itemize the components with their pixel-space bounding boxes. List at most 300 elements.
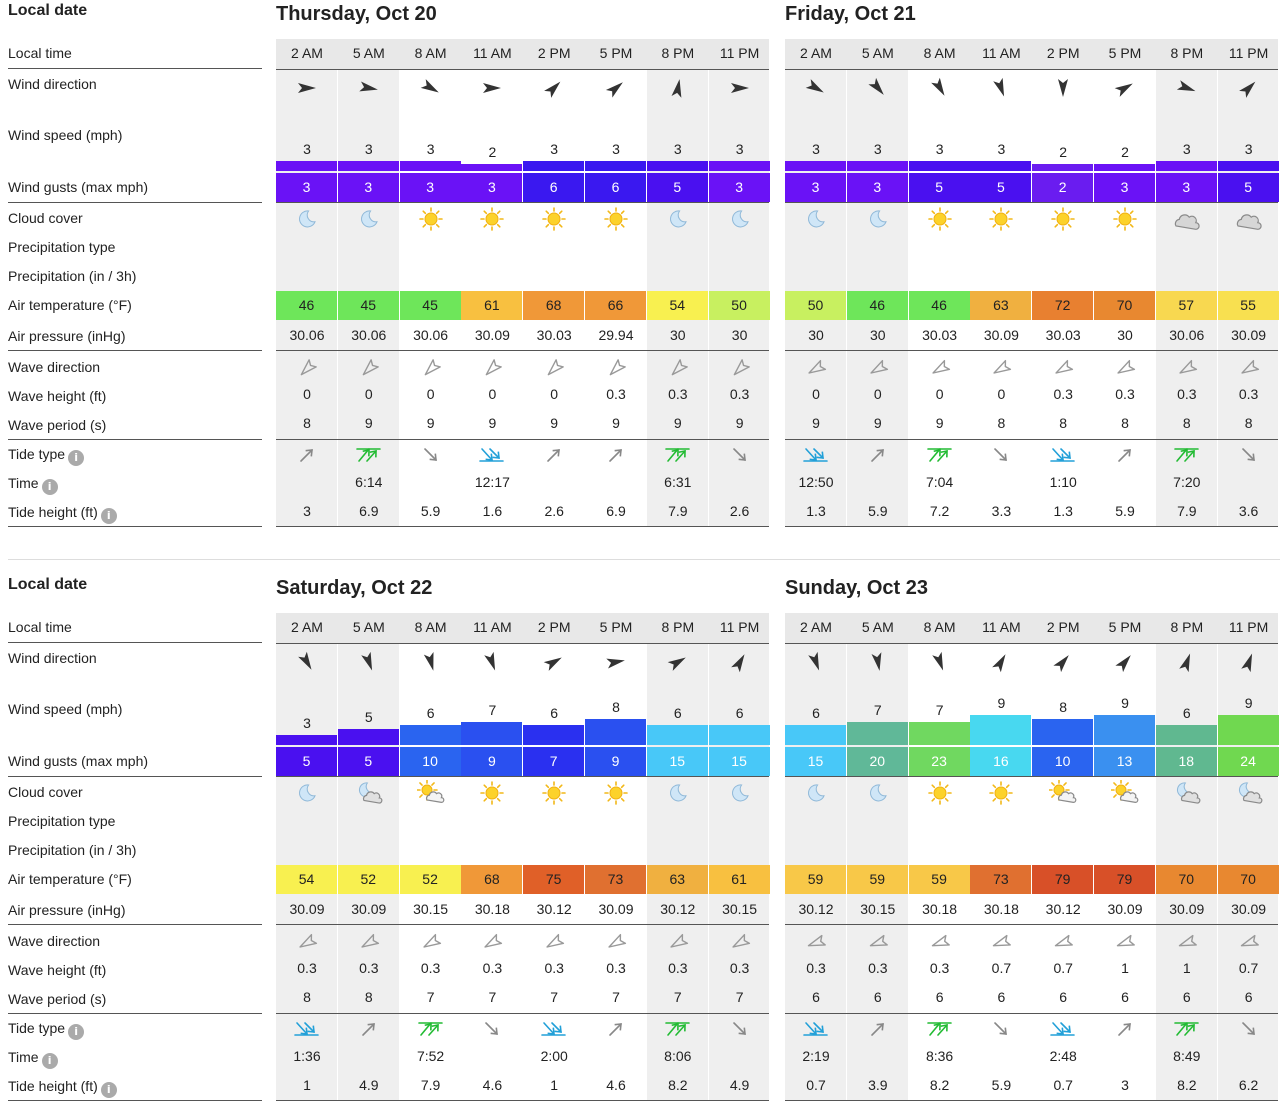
time-header-cell: 8 PM [1170,619,1204,635]
sun-icon [461,205,523,233]
wave-period-value: 6 [1121,989,1129,1005]
wind-speed-value: 3 [1182,141,1191,158]
wave-direction-arrow-icon [1094,355,1156,383]
wave-direction-arrow-icon [400,929,462,957]
air-pressure-value: 30.06 [1169,327,1205,343]
wind-speed-value: 5 [364,708,373,725]
wave-period-value: 6 [997,989,1006,1005]
wave-period-value: 7 [550,989,559,1005]
wave-height-value: 0.3 [1177,386,1197,402]
wind-speed-bar [1032,719,1093,745]
sun-icon [400,205,462,233]
air-temperature-value: 50 [785,291,846,320]
info-icon[interactable]: i [68,450,84,466]
air-pressure-value: 30.12 [660,901,696,917]
air-temperature-value: 68 [461,865,522,894]
wind-gust-value: 15 [709,747,770,776]
wind-speed-bar [1094,164,1155,171]
wave-direction-arrow-icon [1218,355,1280,383]
day-title: Friday, Oct 21 [785,3,916,25]
wave-height-value: 0.3 [806,960,826,976]
info-icon[interactable]: i [42,1053,58,1069]
air-temperature-value: 61 [709,865,770,894]
tide-height-value: 5.9 [420,503,441,519]
row-label-text: Wind gusts (max mph) [8,179,149,195]
wave-height-value: 0 [812,386,820,402]
wave-direction-arrow-icon [1218,929,1280,957]
wind-direction-arrow-icon [461,74,523,102]
row-label-precipitation-type [8,239,115,255]
time-header-cell: 11 PM [1228,619,1269,635]
wind-direction-arrow-icon [909,648,971,676]
air-temperature-value: 46 [276,291,337,320]
wave-period-value: 8 [303,989,311,1005]
wave-height-value: 1 [1121,960,1129,976]
wave-height-value: 0.3 [668,960,688,976]
day-row-divider [785,526,1278,527]
tide-high-icon [338,441,400,469]
wind-gust-value: 6 [585,173,646,202]
tide-height-value: 7.9 [420,1077,441,1093]
wave-height-value: 0 [364,386,373,402]
wave-period-value: 9 [488,415,497,431]
wind-speed-value: 9 [997,695,1006,712]
air-pressure-value: 30.18 [983,901,1019,917]
wind-speed-bar [970,715,1031,745]
tide-time-value: 1:36 [293,1048,321,1064]
tide-falling-icon [400,441,462,469]
wind-speed-bar [909,161,970,171]
row-label-text: Tide height (ft) [8,504,98,520]
info-icon[interactable]: i [101,1082,117,1098]
wave-height-value: 0.3 [297,960,317,976]
row-label-text: Air pressure (inHg) [8,328,126,344]
wind-gust-value: 9 [461,747,522,776]
row-divider [8,439,262,440]
wind-speed-bar [647,725,708,745]
row-label-text: Cloud cover [8,784,83,800]
moon-cloud-icon [338,779,400,807]
wind-speed-bar [970,161,1031,171]
wave-direction-arrow-icon [1156,929,1218,957]
tide-time-value: 7:04 [925,474,954,490]
air-pressure-value: 30.06 [413,327,449,343]
wind-speed-value: 6 [812,705,820,722]
air-temperature-value: 68 [523,291,584,320]
day-row-divider [276,776,769,777]
day-row-divider [276,643,769,644]
air-pressure-value: 30.09 [1231,327,1267,343]
tide-height-value: 8.2 [668,1077,688,1093]
tide-falling-icon [970,1015,1032,1043]
time-header-cell: 2 AM [800,45,832,61]
wind-speed-value: 6 [735,705,744,722]
wind-speed-bar [585,719,646,745]
wind-direction-arrow-icon [785,74,847,102]
row-label-wind-direction [8,650,97,666]
row-divider [8,68,262,69]
info-icon[interactable]: i [101,508,117,524]
wave-height-value: 1 [1182,960,1191,976]
wind-speed-value: 3 [873,141,882,158]
wind-speed-value: 7 [873,701,882,718]
air-temperature-value: 52 [400,865,461,894]
wave-height-value: 0 [550,386,559,402]
wave-direction-arrow-icon [585,929,647,957]
air-pressure-value: 30.09 [598,901,634,917]
tide-time-value: 7:52 [416,1048,445,1064]
tide-time-value: 8:36 [925,1048,954,1064]
tide-rising-icon [847,441,909,469]
tide-height-value: 4.9 [729,1077,750,1093]
wave-period-value: 6 [873,989,882,1005]
air-pressure-value: 30 [808,327,824,343]
moon-icon [785,779,847,807]
tide-height-value: 3.9 [868,1077,888,1093]
wave-direction-arrow-icon [909,355,971,383]
sun-icon [523,205,585,233]
tide-height-value: 4.6 [606,1077,626,1093]
wave-direction-arrow-icon [523,355,585,383]
wind-gust-value: 18 [1156,747,1217,776]
time-header-cell: 11 AM [982,619,1021,635]
air-pressure-value: 30.09 [289,901,325,917]
time-header-cell: 2 AM [800,619,832,635]
wave-height-value: 0.3 [668,386,688,402]
tide-rising-icon [276,441,338,469]
time-header-cell: 5 AM [861,619,894,635]
wave-height-value: 0.7 [991,960,1012,976]
tide-time-value: 6:14 [355,474,383,490]
wave-period-value: 6 [1182,989,1191,1005]
wind-gust-value: 16 [970,747,1031,776]
air-temperature-value: 46 [847,291,908,320]
wave-period-value: 6 [1244,989,1253,1005]
time-header-cell: 2 PM [1046,619,1080,635]
air-pressure-value: 30.03 [1045,327,1081,343]
time-header-cell: 2 PM [1046,45,1080,61]
wave-direction-arrow-icon [338,355,400,383]
air-temperature-value: 66 [585,291,646,320]
air-temperature-value: 70 [1218,865,1279,894]
wind-gust-value: 5 [276,747,337,776]
wind-speed-value: 6 [426,705,435,722]
wind-speed-bar [785,725,846,745]
wind-gust-value: 2 [1032,173,1093,202]
wind-speed-value: 2 [1121,144,1129,161]
moon-cloud-icon [1218,779,1280,807]
wind-gust-value: 3 [276,173,337,202]
moon-icon [338,205,400,233]
info-icon[interactable]: i [68,1024,84,1040]
wind-direction-arrow-icon [1218,74,1280,102]
air-pressure-value: 30.09 [1107,901,1143,917]
day-title: Thursday, Oct 20 [276,3,437,25]
row-label-time [8,475,58,495]
row-divider [8,1100,262,1101]
row-label-wind-speed [8,127,122,143]
day-row-divider [785,202,1278,203]
tide-low-icon [785,441,847,469]
tide-low-icon [1032,1015,1094,1043]
wave-period-value: 8 [1244,415,1253,431]
day-row-divider [276,924,769,925]
row-label-text: Wind speed (mph) [8,127,123,143]
tide-time-value: 2:19 [802,1048,830,1064]
wave-direction-arrow-icon [523,929,585,957]
air-pressure-value: 30.09 [1231,901,1267,917]
row-label-text: Air temperature (°F) [8,297,132,313]
air-temperature-value: 63 [647,865,708,894]
tide-height-value: 6.9 [359,503,379,519]
tide-low-icon [276,1015,338,1043]
wave-height-value: 0.3 [729,960,750,976]
wave-direction-arrow-icon [338,929,400,957]
sun-cloud-icon [400,779,462,807]
moon-cloud-icon [1156,779,1218,807]
wind-gust-value: 10 [400,747,461,776]
row-label-text: Air pressure (inHg) [8,902,126,918]
row-label-precipitation-type [8,813,115,829]
wave-direction-arrow-icon [970,929,1032,957]
tide-height-value: 6.9 [606,503,626,519]
row-label-text: Wind gusts (max mph) [8,753,149,769]
wave-height-value: 0.7 [1053,960,1073,976]
air-temperature-value: 54 [276,865,337,894]
row-label-text: Wind direction [8,650,97,666]
wind-direction-arrow-icon [1032,74,1094,102]
tide-high-icon [909,1015,971,1043]
tide-low-icon [785,1015,847,1043]
tide-height-value: 0.7 [1053,1077,1073,1093]
row-label-wave-direction [8,933,100,949]
tide-high-icon [647,1015,709,1043]
sun-icon [1032,205,1094,233]
row-label-air-temperature [8,297,132,313]
air-pressure-value: 30.12 [798,901,834,917]
row-label-text: Wave direction [8,933,101,949]
wind-gust-value: 3 [1094,173,1155,202]
time-header-cell: 5 AM [861,45,894,61]
wind-speed-bar [585,161,646,171]
air-pressure-value: 30.15 [413,901,449,917]
air-temperature-value: 52 [338,865,399,894]
wave-direction-arrow-icon [585,355,647,383]
row-label-wave-direction [8,359,100,375]
wave-height-value: 0.3 [359,960,379,976]
wind-gust-value: 5 [647,173,708,202]
wind-speed-bar [1218,715,1279,745]
time-header-cell: 8 PM [661,619,695,635]
wave-direction-arrow-icon [461,355,523,383]
row-label-text: Precipitation (in / 3h) [8,842,137,858]
wave-period-value: 8 [1059,415,1068,431]
wave-direction-arrow-icon [1094,929,1156,957]
wave-height-value: 0.3 [868,960,888,976]
wind-direction-arrow-icon [970,648,1032,676]
wind-speed-value: 3 [735,141,744,158]
day-title: Sunday, Oct 23 [785,577,929,599]
wind-gust-value: 5 [1218,173,1279,202]
wind-gust-value: 7 [523,747,584,776]
time-header-cell: 11 PM [1228,45,1269,61]
wave-height-value: 0 [997,386,1006,402]
time-header-cell: 11 AM [982,45,1021,61]
time-header-cell: 8 AM [923,45,956,61]
row-label-text: Time [8,1049,39,1065]
tide-height-value: 2.6 [544,503,564,519]
air-pressure-value: 30.03 [536,327,572,343]
wind-gust-value: 3 [338,173,399,202]
row-divider [8,350,262,351]
wave-height-value: 0.3 [544,960,564,976]
wind-speed-value: 3 [612,141,620,158]
air-pressure-value: 30.09 [474,327,510,343]
tide-rising-icon [523,441,585,469]
air-pressure-value: 30.15 [722,901,758,917]
wind-direction-arrow-icon [338,74,400,102]
local-date-label: Local date [8,2,88,19]
wind-direction-arrow-icon [585,648,647,676]
air-temperature-value: 50 [709,291,770,320]
wind-speed-value: 6 [550,705,559,722]
tide-height-value: 1 [303,1077,311,1093]
sun-icon [909,205,971,233]
wind-direction-arrow-icon [847,648,909,676]
wind-direction-arrow-icon [709,74,771,102]
wind-speed-value: 6 [673,705,682,722]
wave-period-value: 8 [364,989,373,1005]
sun-icon [1094,205,1156,233]
tide-height-value: 5.9 [991,1077,1012,1093]
wind-speed-bar [276,161,337,171]
wind-speed-value: 3 [303,715,311,732]
wind-direction-arrow-icon [1218,648,1280,676]
time-header-cell: 11 PM [719,619,760,635]
row-label-air-pressure [8,902,125,918]
row-divider [8,526,262,527]
wave-height-value: 0.3 [1115,386,1135,402]
tide-height-value: 1.3 [1053,503,1073,519]
wave-height-value: 0.3 [1238,386,1259,402]
time-header-cell: 8 PM [1170,45,1204,61]
time-header-cell: 5 PM [1108,619,1142,635]
row-label-text: Wind direction [8,76,97,92]
wind-direction-arrow-icon [1156,648,1218,676]
wind-speed-value: 3 [812,141,820,158]
wave-period-value: 8 [303,415,311,431]
wave-height-value: 0 [303,386,311,402]
row-label-text: Tide height (ft) [8,1078,98,1094]
cloud-icon [1218,205,1280,233]
wind-gust-value: 3 [785,173,846,202]
wind-gust-value: 9 [585,747,646,776]
row-label-text: Air temperature (°F) [8,871,132,887]
day-row-divider [276,350,769,351]
wind-gust-value: 5 [909,173,970,202]
wave-direction-arrow-icon [461,929,523,957]
row-label-wave-period [8,417,106,433]
time-header-cell: 11 PM [719,45,760,61]
wind-speed-bar [338,161,399,171]
row-label-wave-height [8,962,106,978]
wave-period-value: 6 [812,989,820,1005]
time-header-cell: 11 AM [473,45,512,61]
wind-speed-value: 3 [426,141,435,158]
air-pressure-value: 30.03 [922,327,958,343]
time-header-cell: 8 AM [414,619,447,635]
wind-direction-arrow-icon [1156,74,1218,102]
sun-icon [523,779,585,807]
tide-rising-icon [585,1015,647,1043]
air-temperature-value: 57 [1156,291,1217,320]
wind-direction-arrow-icon [970,74,1032,102]
wind-speed-bar [400,725,461,745]
air-temperature-value: 75 [523,865,584,894]
row-label-tide-type [8,446,84,466]
wave-direction-arrow-icon [847,355,909,383]
wind-speed-value: 2 [1059,144,1068,161]
wave-period-value: 7 [488,989,497,1005]
wave-direction-arrow-icon [970,355,1032,383]
wind-direction-arrow-icon [276,74,338,102]
wind-gust-value: 3 [1156,173,1217,202]
wave-period-value: 9 [612,415,620,431]
row-label-wind-speed [8,701,122,717]
sun-icon [970,205,1032,233]
day-row-divider [785,69,1278,70]
tide-height-value: 4.9 [359,1077,379,1093]
wave-direction-arrow-icon [847,929,909,957]
row-label-text: Wave period (s) [8,991,107,1007]
wind-speed-bar [523,725,584,745]
day-row-divider [276,439,769,440]
wind-speed-bar [1156,725,1217,745]
row-label-air-temperature [8,871,132,887]
wave-height-value: 0.3 [420,960,441,976]
wind-speed-bar [1032,164,1093,171]
sun-icon [585,779,647,807]
tide-height-value: 7.2 [929,503,950,519]
row-label-text: Tide type [8,1020,66,1036]
wave-height-value: 0.3 [606,386,626,402]
row-label-text: Wave period (s) [8,417,107,433]
row-divider [8,202,262,203]
wind-gust-value: 5 [970,173,1031,202]
wind-direction-arrow-icon [647,648,709,676]
time-header-cell: 5 AM [352,619,385,635]
time-header-cell: 2 PM [537,619,571,635]
tide-low-icon [461,441,523,469]
moon-icon [276,779,338,807]
day-row-divider [276,69,769,70]
row-label-text: Time [8,475,39,491]
sun-icon [461,779,523,807]
row-label-precipitation [8,842,136,858]
row-label-text: Tide type [8,446,66,462]
row-divider [8,776,262,777]
local-date-label: Local date [8,576,88,593]
tide-time-value: 8:49 [1173,1048,1201,1064]
wave-height-value: 0.7 [1238,960,1259,976]
wave-period-value: 9 [673,415,682,431]
air-temperature-value: 72 [1032,291,1093,320]
wave-height-value: 0.3 [1053,386,1073,402]
info-icon[interactable]: i [42,479,58,495]
row-label-wave-height [8,388,106,404]
air-pressure-value: 30.18 [474,901,510,917]
air-temperature-value: 61 [461,291,522,320]
